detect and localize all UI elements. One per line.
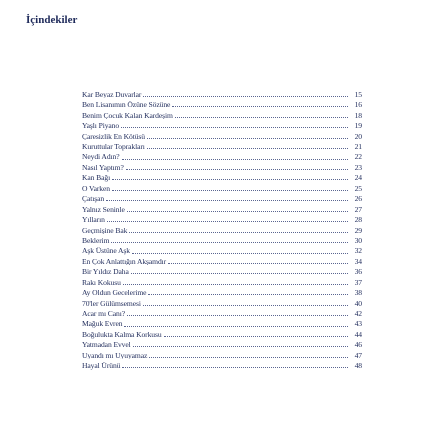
toc-entry-page: 19 bbox=[354, 121, 362, 130]
toc-entry bbox=[82, 140, 362, 150]
toc-entry bbox=[82, 234, 362, 244]
toc-entry-page: 29 bbox=[354, 225, 362, 235]
dot-leader bbox=[112, 190, 348, 191]
toc-entry-page: 40 bbox=[354, 298, 362, 308]
dot-leader bbox=[147, 148, 348, 149]
toc-entry-title: Yatmadan Evvel bbox=[82, 341, 131, 349]
toc-entry-title: Yalnız Seninle bbox=[82, 205, 125, 214]
dot-leader bbox=[143, 96, 348, 97]
dot-leader bbox=[131, 273, 348, 274]
dot-leader bbox=[127, 211, 348, 212]
toc-entry bbox=[82, 161, 362, 171]
page-title: İçindekiler bbox=[26, 14, 78, 26]
dot-leader bbox=[143, 305, 348, 306]
toc-entry-title: Bir Yıldız Daha bbox=[82, 268, 129, 276]
dot-leader bbox=[122, 367, 348, 368]
toc-entry bbox=[82, 203, 362, 213]
toc-entry-title: Boğulukta Kalma Korkusu bbox=[82, 330, 162, 339]
toc-entry bbox=[82, 213, 362, 223]
dot-leader bbox=[112, 179, 348, 180]
toc-entry-title: Neydi Adın? bbox=[82, 153, 120, 162]
toc-entry-page: 16 bbox=[354, 100, 362, 109]
toc-entry-title: Hayal Ürünü bbox=[82, 362, 121, 370]
toc-entry-page: 28 bbox=[354, 215, 362, 224]
toc-entry-page: 22 bbox=[354, 152, 362, 162]
dot-leader bbox=[122, 159, 349, 160]
dot-leader bbox=[175, 117, 348, 118]
toc-entry-title: Acar mı Canı? bbox=[82, 310, 125, 318]
toc-entry-page: 34 bbox=[354, 256, 362, 266]
dot-leader bbox=[147, 138, 348, 139]
toc-entry-title: Yılların bbox=[82, 216, 105, 224]
toc-entry bbox=[82, 328, 362, 338]
toc-entry-page: 21 bbox=[354, 142, 362, 151]
toc-entry bbox=[82, 119, 362, 129]
toc-entry-title: Çatışan bbox=[82, 195, 105, 203]
dot-leader bbox=[123, 284, 348, 285]
dot-leader bbox=[124, 326, 348, 327]
toc-entry-title: Mağuk Evren bbox=[82, 320, 123, 329]
dot-leader bbox=[127, 315, 348, 316]
toc-entry-title: 70'ler Gülümsemesi bbox=[82, 299, 141, 308]
toc-entry-page: 44 bbox=[354, 329, 362, 339]
toc-entry bbox=[82, 224, 362, 234]
toc-entry-page: 43 bbox=[354, 319, 362, 329]
dot-leader bbox=[111, 242, 348, 243]
dot-leader bbox=[107, 221, 348, 222]
dot-leader bbox=[129, 232, 348, 233]
dot-leader bbox=[121, 127, 348, 128]
toc-entry bbox=[82, 192, 362, 202]
toc-entry-title: Aşk Üstüne Aşk bbox=[82, 247, 130, 255]
toc-entry-page: 27 bbox=[354, 204, 362, 214]
toc-entry-page: 30 bbox=[354, 235, 362, 245]
toc-entry bbox=[82, 297, 362, 307]
toc-entry bbox=[82, 151, 362, 161]
toc-entry-title: Ben Lisanımın Özüne Sözüne bbox=[82, 101, 171, 109]
toc-entry bbox=[82, 318, 362, 328]
toc-entry bbox=[82, 109, 362, 119]
dot-leader bbox=[149, 357, 348, 358]
toc-entry-title: Yaşlı Piyano bbox=[82, 122, 120, 130]
toc-entry bbox=[82, 339, 362, 349]
toc-entry-title: Ay Oldun Gecelerime bbox=[82, 289, 147, 297]
toc-entry-title: Rakı Kokusu bbox=[82, 278, 121, 287]
toc-entry bbox=[82, 307, 362, 317]
toc-entry bbox=[82, 276, 362, 286]
toc-entry-page: 25 bbox=[354, 183, 362, 193]
toc-entry-page: 42 bbox=[354, 309, 362, 318]
dot-leader bbox=[126, 169, 348, 170]
toc-entry bbox=[82, 182, 362, 192]
dot-leader bbox=[133, 346, 348, 347]
dot-leader bbox=[106, 200, 348, 201]
dot-leader bbox=[132, 253, 348, 254]
toc-entry bbox=[82, 98, 362, 108]
toc-entry-page: 38 bbox=[354, 288, 362, 297]
toc-entry-title: Uyandı mı Uyuyamaz bbox=[82, 351, 148, 360]
toc-entry-page: 32 bbox=[354, 246, 362, 255]
toc-entry bbox=[82, 245, 362, 255]
toc-entry-title: Geçmişine Bak bbox=[82, 226, 128, 235]
toc-entry-title: Kuruttular Toprakları bbox=[82, 143, 145, 151]
toc-entry-page: 20 bbox=[354, 131, 362, 141]
toc-entry-page: 18 bbox=[354, 110, 362, 120]
toc-entry-page: 15 bbox=[354, 89, 362, 99]
toc-entry-title: O Varken bbox=[82, 184, 110, 193]
toc-entry-title: Nasıl Yaptım? bbox=[82, 163, 124, 172]
toc-entry-page: 47 bbox=[354, 350, 362, 360]
toc-entry bbox=[82, 265, 362, 275]
toc-entry-title: Benim Çocuk Kalan Kardeşim bbox=[82, 111, 173, 120]
toc-entry bbox=[82, 255, 362, 265]
dot-leader bbox=[172, 106, 348, 107]
toc-entry-page: 37 bbox=[354, 277, 362, 287]
toc-entry bbox=[82, 359, 362, 369]
toc-entry-page: 24 bbox=[354, 173, 362, 182]
toc-entry-title: En Çok Anlattığın Akşamdır bbox=[82, 257, 167, 266]
toc-entry-title: Beklerim bbox=[82, 236, 110, 245]
toc-entry-title: Kan Bağı bbox=[82, 174, 111, 182]
toc-entry bbox=[82, 88, 362, 98]
toc-entry-page: 26 bbox=[354, 194, 362, 203]
toc-entry-page: 48 bbox=[354, 361, 362, 370]
toc-entry bbox=[82, 130, 362, 140]
dot-leader bbox=[148, 294, 348, 295]
toc-entry-page: 23 bbox=[354, 162, 362, 172]
toc-entry bbox=[82, 286, 362, 296]
dot-leader bbox=[164, 336, 348, 337]
toc-entry-page: 46 bbox=[354, 340, 362, 349]
toc-entry-title: Kar Beyaz Duvarlar bbox=[82, 90, 142, 99]
toc-entry-page: 36 bbox=[354, 267, 362, 276]
dot-leader bbox=[168, 263, 348, 264]
toc-entry bbox=[82, 349, 362, 359]
toc-entry bbox=[82, 172, 362, 182]
table-of-contents bbox=[82, 88, 362, 370]
toc-entry-title: Çaresizlik En Kötüsü bbox=[82, 132, 145, 141]
